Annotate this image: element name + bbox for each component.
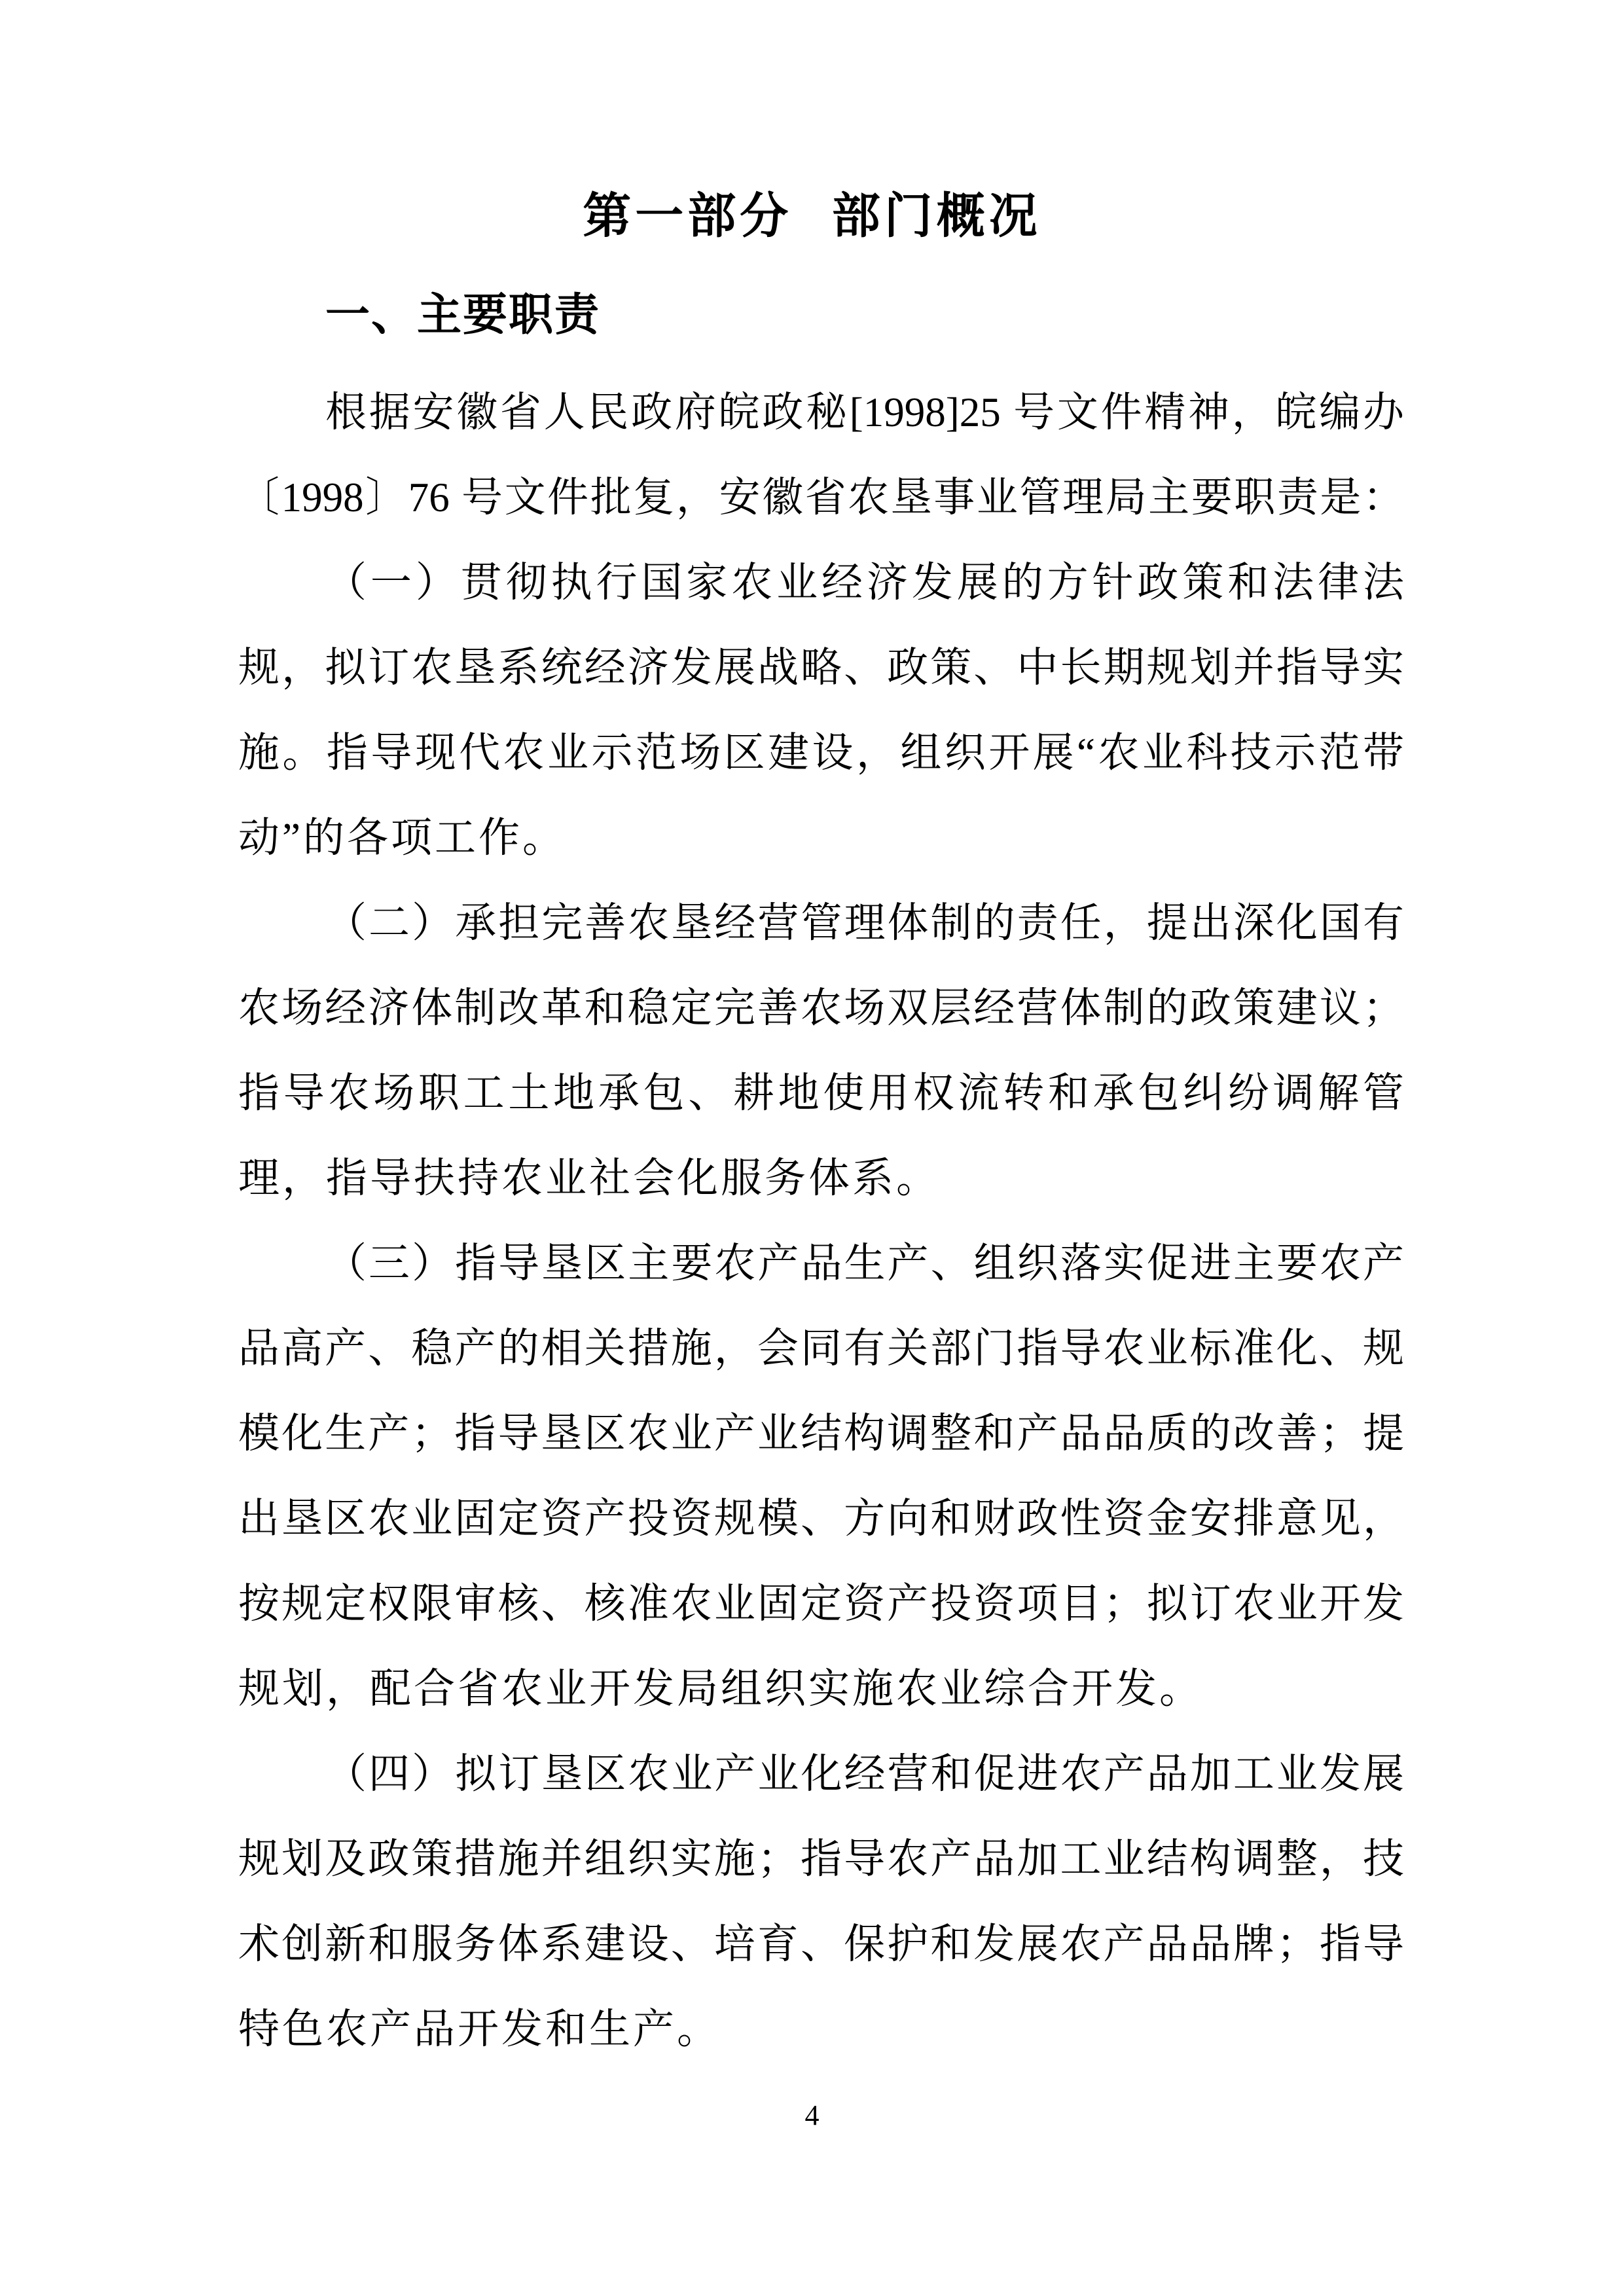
body-line: 〔1998〕76 号文件批复，安徽省农垦事业管理局主要职责是： xyxy=(238,475,1404,520)
body-line: （四）拟订垦区农业产业化经营和促进农产品加工业发展 xyxy=(325,1751,1404,1797)
body-line: 出垦区农业固定资产投资规模、方向和财政性资金安排意见， xyxy=(238,1496,1404,1542)
body-line: 特色农产品开发和生产。 xyxy=(238,2006,721,2052)
body-line: 理，指导扶持农业社会化服务体系。 xyxy=(238,1155,940,1201)
body-line: 模化生产；指导垦区农业产业结构调整和产品品质的改善；提 xyxy=(238,1411,1404,1456)
section-heading: 一、主要职责 xyxy=(325,290,601,340)
body-line: 施。指导现代农业示范场区建设，组织开展“农业科技示范带 xyxy=(238,730,1404,776)
body-line: 术创新和服务体系建设、培育、保护和发展农产品品牌；指导 xyxy=(238,1921,1404,1967)
page-number: 4 xyxy=(804,2099,820,2131)
body-line: 品高产、稳产的相关措施，会同有关部门指导农业标准化、规 xyxy=(238,1326,1404,1371)
body-line: 动”的各项工作。 xyxy=(238,815,566,861)
body-line: 指导农场职工土地承包、耕地使用权流转和承包纠纷调解管 xyxy=(238,1070,1404,1116)
body-line: （二）承担完善农垦经营管理体制的责任，提出深化国有 xyxy=(325,900,1404,946)
body-line: 农场经济体制改革和稳定完善农场双层经营体制的政策建议； xyxy=(238,985,1404,1031)
body-line: （一）贯彻执行国家农业经济发展的方针政策和法律法 xyxy=(325,560,1404,605)
body-text xyxy=(238,370,1404,2072)
body-line: 规，拟订农垦系统经济发展战略、政策、中长期规划并指导实 xyxy=(238,645,1404,691)
body-line: 按规定权限审核、核准农业固定资产投资项目；拟订农业开发 xyxy=(238,1581,1404,1627)
body-line: （三）指导垦区主要农产品生产、组织落实促进主要农产 xyxy=(325,1240,1404,1286)
document-title: 第一部分 部门概况 xyxy=(583,189,1041,243)
body-line: 根据安徽省人民政府皖政秘[1998]25 号文件精神，皖编办 xyxy=(325,389,1404,435)
body-line: 规划及政策措施并组织实施；指导农产品加工业结构调整，技 xyxy=(238,1836,1404,1882)
body-line: 规划，配合省农业开发局组织实施农业综合开发。 xyxy=(238,1666,1203,1712)
